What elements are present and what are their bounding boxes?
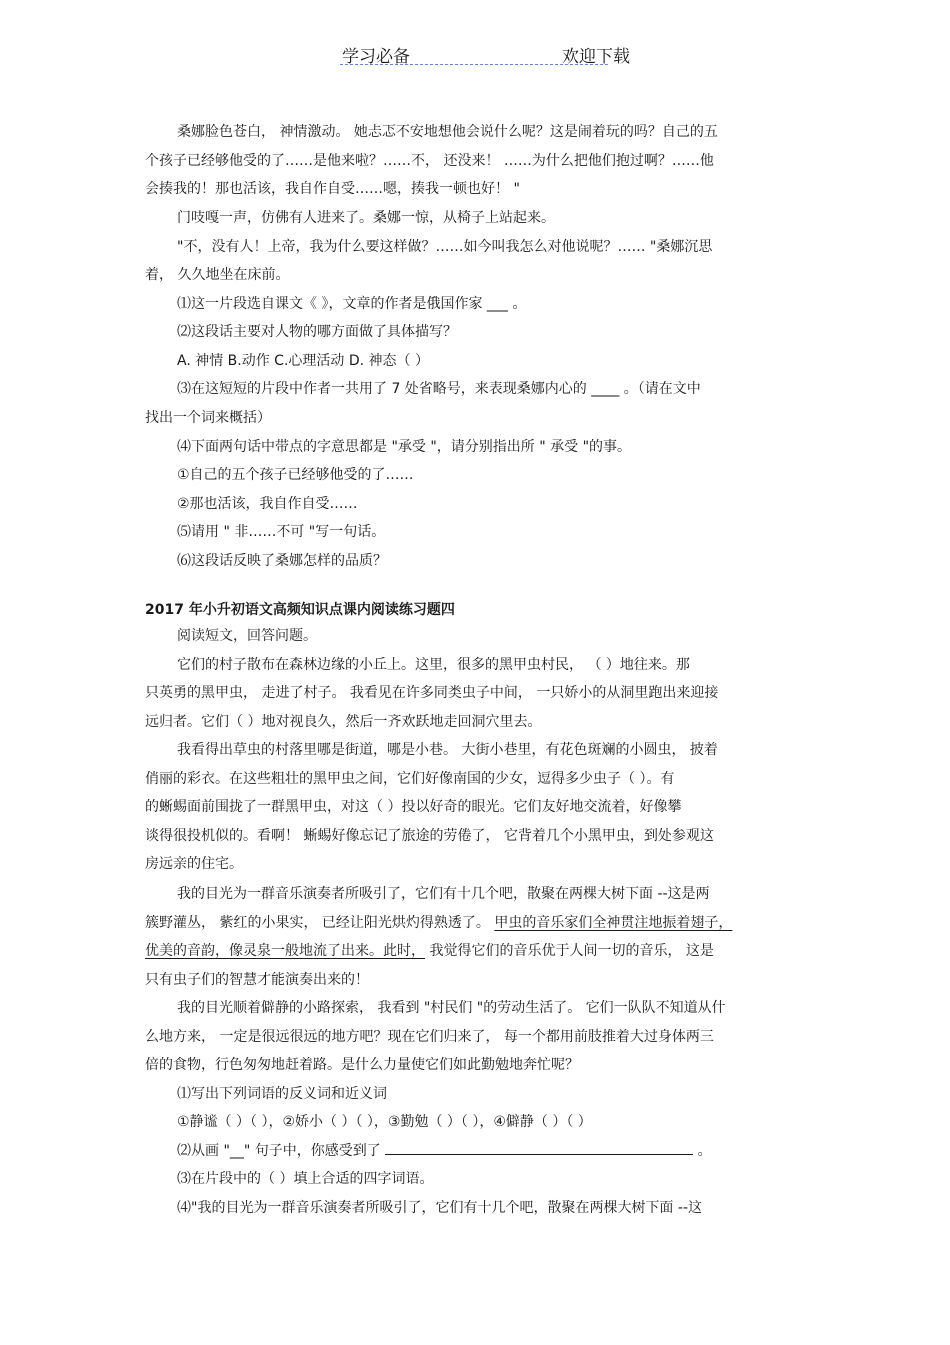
line-text: 阅读短文，回答问题。 [177, 628, 317, 644]
text-line [145, 855, 243, 873]
line-text: ⑷下面两句话中带点的字意思都是 "承受 "，请分别指出所 " 承受 "的事。 [177, 439, 632, 455]
text-line [145, 770, 674, 788]
line-text: ⑷"我的目光为一群音乐演奏者所吸引了，它们有十几个吧，散聚在两棵大树下面 --这 [177, 1200, 702, 1216]
section-heading [145, 601, 455, 619]
line-text: ⑴这一片段选自课文《 》，文章的作者是俄国作家 ___ 。 [177, 296, 527, 312]
line-text: 我看得出草虫的村落里哪是街道，哪是小巷。 大街小巷里，有花色斑斓的小圆虫， 披着 [177, 742, 718, 758]
line-text: ⑴写出下列词语的反义词和近义词 [177, 1086, 387, 1102]
header-left-text: 学习必备 [342, 47, 410, 67]
text-line [145, 266, 289, 284]
line-text: 么地方来， 一定是很远很远的地方吧？现在它们归来了， 每一个都用前肢推着大过身体两三 [145, 1029, 714, 1045]
underlined-sentence: 优美的音韵，像灵泉一般地流了出来。此时， [145, 943, 425, 959]
line-text: 远归者。它们（ ）地对视良久，然后一齐欢跃地走回洞穴里去。 [145, 714, 542, 730]
text-line [145, 827, 714, 845]
header-right-text: 欢迎下载 [562, 47, 630, 67]
text-line [145, 180, 520, 198]
text-line [177, 552, 387, 570]
text-line [177, 523, 385, 541]
line-text: ⑵从画 "__" 句子中，你感受到了 [177, 1143, 386, 1159]
text-line [177, 209, 555, 227]
text-line [177, 885, 710, 903]
line-text: 谈得很投机似的。看啊！ 蜥蜴好像忘记了旅途的劳倦了， 它背着几个小黑甲虫，到处参观这 [145, 828, 714, 844]
text-line [145, 971, 369, 989]
text-line [177, 741, 718, 759]
text-line [177, 352, 429, 370]
text-line [145, 798, 681, 816]
line-text: 俏丽的彩衣。在这些粗壮的黑甲虫之间，它们好像南国的少女，逗得多少虫子（ ）。有 [145, 771, 675, 787]
text-line [177, 1142, 712, 1160]
text-line [177, 1113, 592, 1131]
line-text: 只有虫子们的智慧才能演奏出来的！ [145, 972, 369, 988]
line-text: 的蜥蜴面前围拢了一群黑甲虫，对这（ ）投以好奇的眼光。它们友好地交流着，好像攀 [145, 799, 682, 815]
text-line [177, 1085, 387, 1103]
line-text: ⑵这段话主要对人物的哪方面做了具体描写？ [177, 324, 457, 340]
text-line [177, 380, 701, 398]
line-text: 2017 年小升初语文高频知识点课内阅读练习题四 [145, 602, 455, 618]
line-text: ⑶在这短短的片段中作者一共用了 7 处省略号，来表现桑娜内心的 ____ 。（请在文中 [177, 381, 701, 397]
text-line [145, 713, 541, 731]
line-text: 我的目光为一群音乐演奏者所吸引了，它们有十几个吧，散聚在两棵大树下面 --这是两 [177, 886, 710, 902]
line-text: "不，没有人！上帝，我为什么要这样做？……如今叫我怎么对他说呢？…… "桑娜沉思 [177, 239, 713, 255]
line-text: 着， 久久地坐在床前。 [145, 267, 290, 283]
text-line [177, 123, 718, 141]
underlined-sentence: 甲虫的音乐家们全神贯注地振着翅子， [494, 915, 733, 931]
text-line [177, 627, 317, 645]
text-line [145, 914, 732, 932]
line-text: ⑶在片段中的（ ）填上合适的四字词语。 [177, 1171, 434, 1187]
text-line [177, 656, 690, 674]
line-text: ②那也活该，我自作自受…… [177, 496, 358, 512]
text-line [177, 495, 358, 513]
text-line [177, 238, 712, 256]
line-text: 簇野灌丛， 紫红的小果实， 已经让阳光烘灼得熟透了。 [145, 915, 495, 931]
line-text: ⑹这段话反映了桑娜怎样的品质？ [177, 553, 387, 569]
line-text-continued: 。 [693, 1143, 712, 1159]
text-line [145, 942, 714, 960]
line-text: ⑸请用 " 非……不可 "写一句话。 [177, 524, 386, 540]
text-line [177, 466, 414, 484]
text-line [177, 1170, 433, 1188]
line-text: 桑娜脸色苍白， 神情激动。 她忐忑不安地想他会说什么呢？这是闹着玩的吗？自己的五 [177, 124, 718, 140]
line-text: 会揍我的！那也活该，我自作自受……嗯，揍我一顿也好！ " [145, 181, 520, 197]
line-text: ①自己的五个孩子已经够他受的了…… [177, 467, 414, 483]
line-text-continued: 我觉得它们的音乐优于人间一切的音乐， 这是 [425, 943, 714, 959]
header-dashed-rule [340, 64, 608, 65]
text-line [177, 295, 526, 313]
line-text: 倍的食物，行色匆匆地赶着路。是什么力量使它们如此勤勉地奔忙呢？ [145, 1057, 579, 1073]
text-line [177, 438, 631, 456]
line-text: 找出一个词来概括） [145, 410, 271, 426]
line-text: 门吱嘎一声，仿佛有人进来了。桑娜一惊，从椅子上站起来。 [177, 210, 555, 226]
line-text: 房远亲的住宅。 [145, 856, 243, 872]
text-line [145, 1056, 579, 1074]
page-header [0, 42, 950, 70]
text-line [145, 409, 271, 427]
text-line [145, 1028, 714, 1046]
answer-blank[interactable] [385, 1142, 693, 1155]
line-text: 个孩子已经够他受的了……是他来啦？……不， 还没来！ ……为什么把他们抱过啊？……他 [145, 153, 714, 169]
text-line [145, 152, 714, 170]
line-text: 我的目光顺着僻静的小路探索， 我看到 "村民们 "的劳动生活了。 它们一队队不知道从什 [177, 1000, 726, 1016]
text-line [177, 999, 726, 1017]
text-line [145, 684, 718, 702]
line-text: 它们的村子散布在森林边缘的小丘上。这里，很多的黑甲虫村民， （ ）地往来。那 [177, 657, 690, 673]
line-text: A. 神情 B.动作 C.心理活动 D. 神态（ ） [177, 353, 429, 369]
text-line [177, 323, 457, 341]
line-text: 只英勇的黑甲虫， 走进了村子。 我看见在许多同类虫子中间， 一只娇小的从洞里跑出来迎接 [145, 685, 719, 701]
line-text: ①静谧（ ）（ ），②娇小（ ）（ ），③勤勉（ ）（ ），④僻静（ ）（ ） [177, 1114, 592, 1130]
text-line [177, 1199, 702, 1217]
